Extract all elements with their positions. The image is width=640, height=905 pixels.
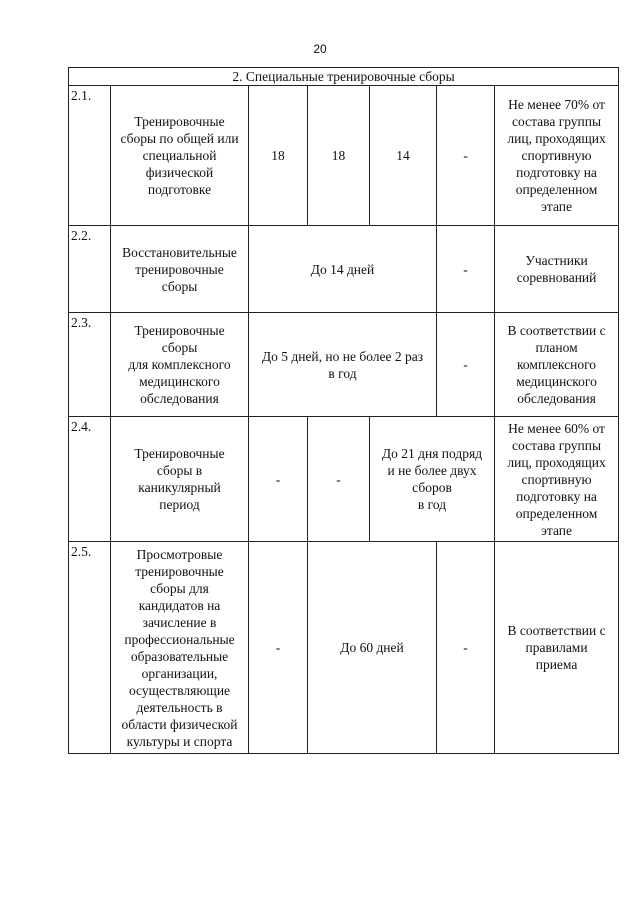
note-cell: Участники соревнований: [516, 253, 597, 285]
row-number: 2.1.: [69, 86, 111, 226]
duration-cell: До 5 дней, но не более 2 раз в год: [261, 348, 424, 381]
value-cell: 18: [249, 86, 308, 226]
duration-cell: До 14 дней: [310, 261, 375, 277]
note-cell: Не менее 60% от состава группы лиц, проходящих спортивную подготовку на определенном этапе: [507, 420, 606, 538]
row-number: 2.3.: [69, 313, 111, 417]
table-row: [69, 226, 619, 313]
camp-name: Тренировочные сборы для комплексного медицинского обследования: [128, 323, 231, 406]
training-camps-table: [68, 67, 619, 754]
table-row: [69, 86, 619, 226]
value-cell: -: [437, 313, 495, 417]
duration-cell: До 60 дней: [340, 640, 404, 655]
duration-cell: До 21 дня подряд и не более двух сборов в год: [381, 446, 483, 512]
value-cell: -: [437, 226, 495, 313]
note-cell: В соответствии с правилами приема: [507, 623, 606, 672]
value-cell: -: [249, 542, 308, 754]
camp-name: Просмотровые тренировочные сборы для кандидатов на зачисление в профессиональные образовательные организации, осуществляющие деятельность в области физической культуры и спорта: [121, 546, 238, 749]
section-title: 2. Специальные тренировочные сборы: [69, 68, 619, 86]
camp-name: Тренировочные сборы в каникулярный период: [134, 446, 225, 512]
value-cell: -: [308, 417, 370, 542]
value-cell: 18: [308, 86, 370, 226]
value-cell: 14: [370, 86, 437, 226]
table-row: [69, 542, 619, 754]
camp-name: Тренировочные сборы по общей или специальной физической подготовке: [120, 114, 239, 197]
page-number: 20: [313, 42, 327, 56]
section-header-row: [69, 68, 619, 86]
note-cell: Не менее 70% от состава группы лиц, проходящих спортивную подготовку на определенном этапе: [507, 97, 606, 214]
table-row: [69, 313, 619, 417]
row-number: 2.4.: [69, 417, 111, 542]
camp-name: Восстановительные тренировочные сборы: [122, 244, 237, 294]
value-cell: -: [249, 417, 308, 542]
note-cell: В соответствии с планом комплексного медицинского обследования: [507, 323, 606, 406]
row-number: 2.5.: [69, 542, 111, 754]
row-number: 2.2.: [69, 226, 111, 313]
value-cell: -: [437, 86, 495, 226]
table-row: [69, 417, 619, 542]
value-cell: -: [437, 542, 495, 754]
